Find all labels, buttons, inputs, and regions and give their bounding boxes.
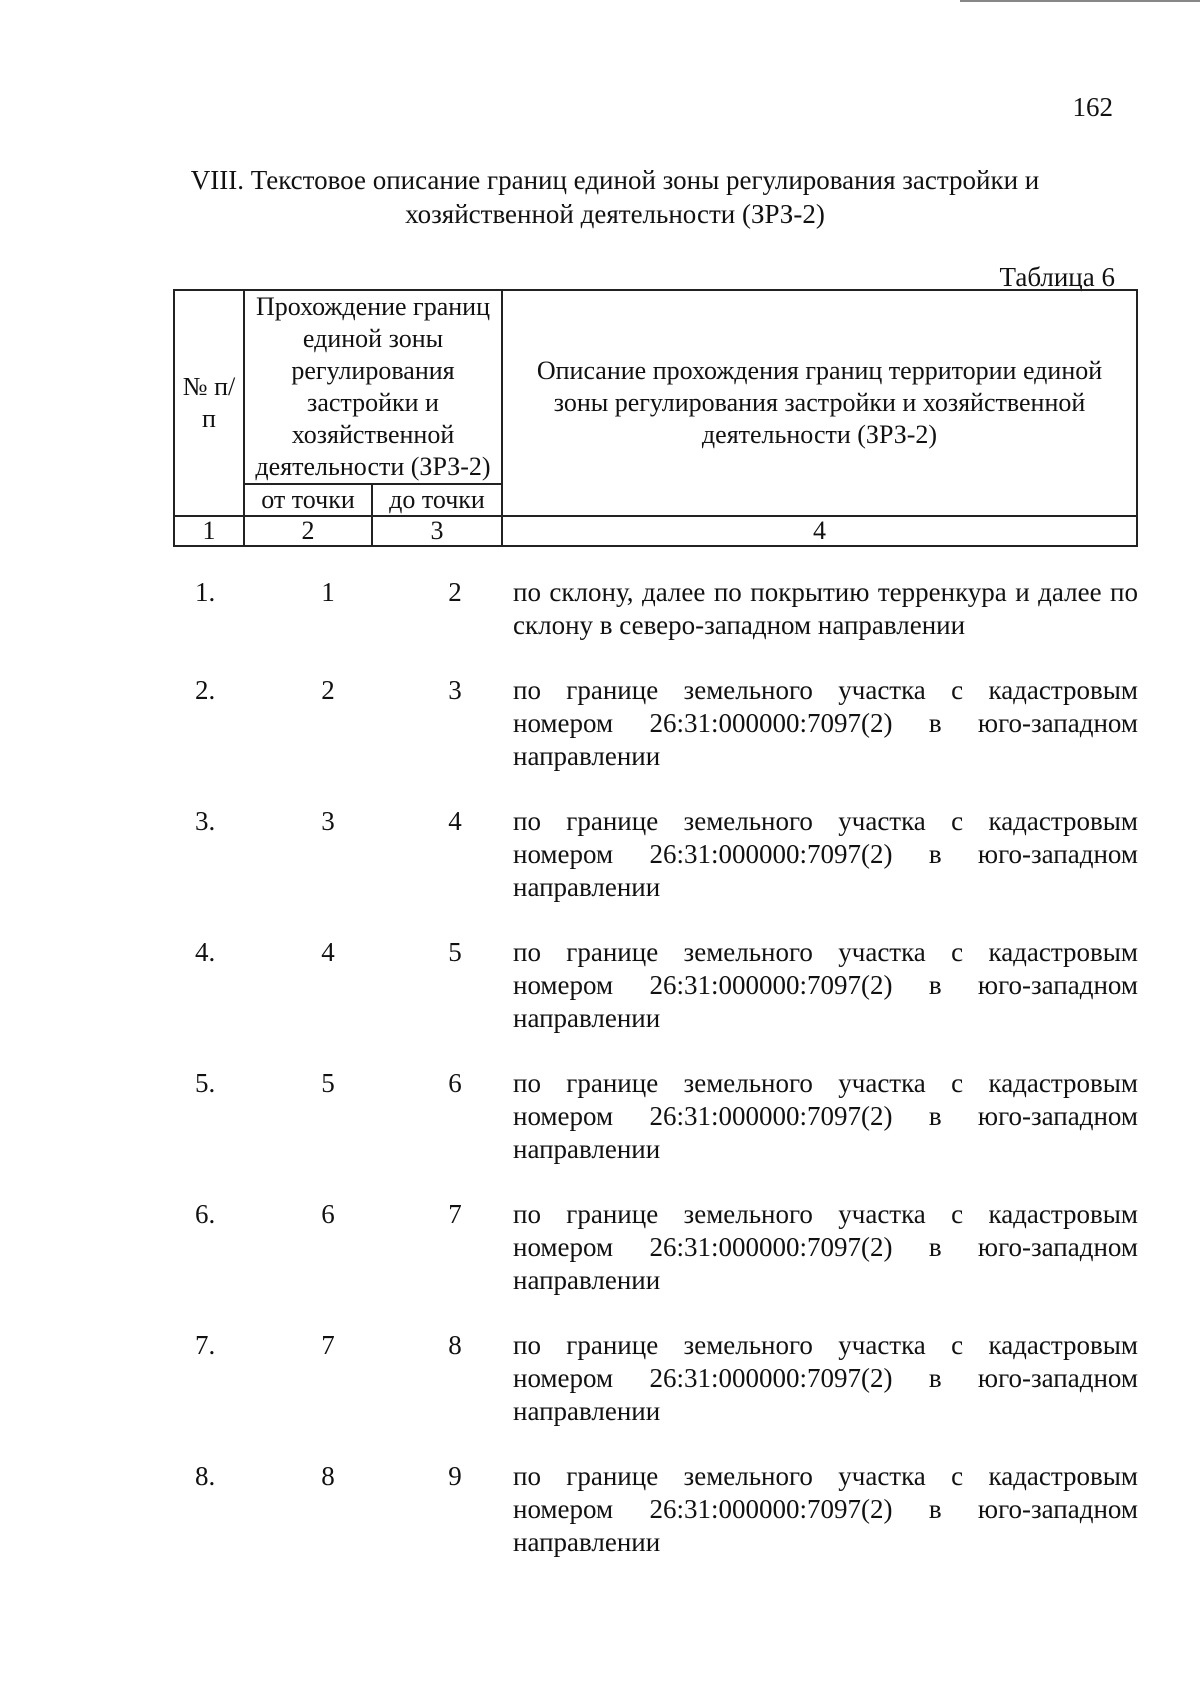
boundary-description: по границе земельного участка с кадастровым номером 26:31:000000:7097(2) в юго-западном направлении bbox=[513, 1461, 1138, 1557]
column-number: 2 bbox=[244, 516, 372, 546]
to-point: 5 bbox=[448, 937, 462, 967]
to-point: 9 bbox=[448, 1461, 462, 1491]
header-to-point: до точки bbox=[372, 484, 502, 516]
to-point: 2 bbox=[448, 577, 462, 607]
table-row bbox=[173, 1460, 1138, 1591]
column-number: 4 bbox=[502, 516, 1137, 546]
header-boundary-passage: Прохождение границ единой зоны регулирования застройки и хозяйственной деятельности (ЗРЗ-2) bbox=[244, 290, 502, 484]
table-row bbox=[173, 1067, 1138, 1198]
table-row bbox=[173, 576, 1138, 674]
boundary-table-body bbox=[173, 576, 1138, 1591]
header-row-number: № п/п bbox=[174, 290, 244, 516]
row-number: 3. bbox=[195, 806, 216, 836]
from-point: 8 bbox=[321, 1461, 335, 1491]
from-point: 2 bbox=[321, 675, 335, 705]
to-point: 6 bbox=[448, 1068, 462, 1098]
row-number: 2. bbox=[195, 675, 216, 705]
to-point: 3 bbox=[448, 675, 462, 705]
boundary-description: по границе земельного участка с кадастровым номером 26:31:000000:7097(2) в юго-западном направлении bbox=[513, 937, 1138, 1033]
boundary-description: по границе земельного участка с кадастровым номером 26:31:000000:7097(2) в юго-западном направлении bbox=[513, 675, 1138, 771]
table-row bbox=[173, 1198, 1138, 1329]
header-from-point: от точки bbox=[244, 484, 372, 516]
boundary-description: по границе земельного участка с кадастровым номером 26:31:000000:7097(2) в юго-западном направлении bbox=[513, 1068, 1138, 1164]
row-number: 6. bbox=[195, 1199, 216, 1229]
column-number: 1 bbox=[174, 516, 244, 546]
scan-edge-line bbox=[960, 0, 1200, 2]
row-number: 4. bbox=[195, 937, 216, 967]
row-number: 8. bbox=[195, 1461, 216, 1491]
row-number: 1. bbox=[195, 577, 216, 607]
from-point: 7 bbox=[321, 1330, 335, 1360]
boundary-description: по склону, далее по покрытию терренкура и далее по склону в северо-западном направлении bbox=[513, 577, 1138, 640]
table-row bbox=[173, 936, 1138, 1067]
from-point: 3 bbox=[321, 806, 335, 836]
boundary-description: по границе земельного участка с кадастровым номером 26:31:000000:7097(2) в юго-западном направлении bbox=[513, 1199, 1138, 1295]
from-point: 5 bbox=[321, 1068, 335, 1098]
boundary-description: по границе земельного участка с кадастровым номером 26:31:000000:7097(2) в юго-западном направлении bbox=[513, 1330, 1138, 1426]
from-point: 1 bbox=[321, 577, 335, 607]
to-point: 4 bbox=[448, 806, 462, 836]
table-row bbox=[173, 1329, 1138, 1460]
column-number: 3 bbox=[372, 516, 502, 546]
to-point: 8 bbox=[448, 1330, 462, 1360]
from-point: 6 bbox=[321, 1199, 335, 1229]
boundary-description: по границе земельного участка с кадастровым номером 26:31:000000:7097(2) в юго-западном направлении bbox=[513, 806, 1138, 902]
header-description: Описание прохождения границ территории единой зоны регулирования застройки и хозяйственной деятельности (ЗРЗ-2) bbox=[502, 290, 1137, 516]
page-number: 162 bbox=[1072, 92, 1113, 122]
table-row bbox=[173, 805, 1138, 936]
to-point: 7 bbox=[448, 1199, 462, 1229]
row-number: 7. bbox=[195, 1330, 216, 1360]
heading-line-1: VIII. Текстовое описание границ единой зоны регулирования застройки и bbox=[190, 165, 1040, 195]
heading-line-2: хозяйственной деятельности (ЗРЗ-2) bbox=[405, 199, 825, 229]
table-row bbox=[173, 674, 1138, 805]
boundary-table-header bbox=[173, 289, 1138, 547]
section-heading bbox=[175, 163, 1055, 231]
from-point: 4 bbox=[321, 937, 335, 967]
table-label: Таблица 6 bbox=[999, 262, 1115, 292]
row-number: 5. bbox=[195, 1068, 216, 1098]
